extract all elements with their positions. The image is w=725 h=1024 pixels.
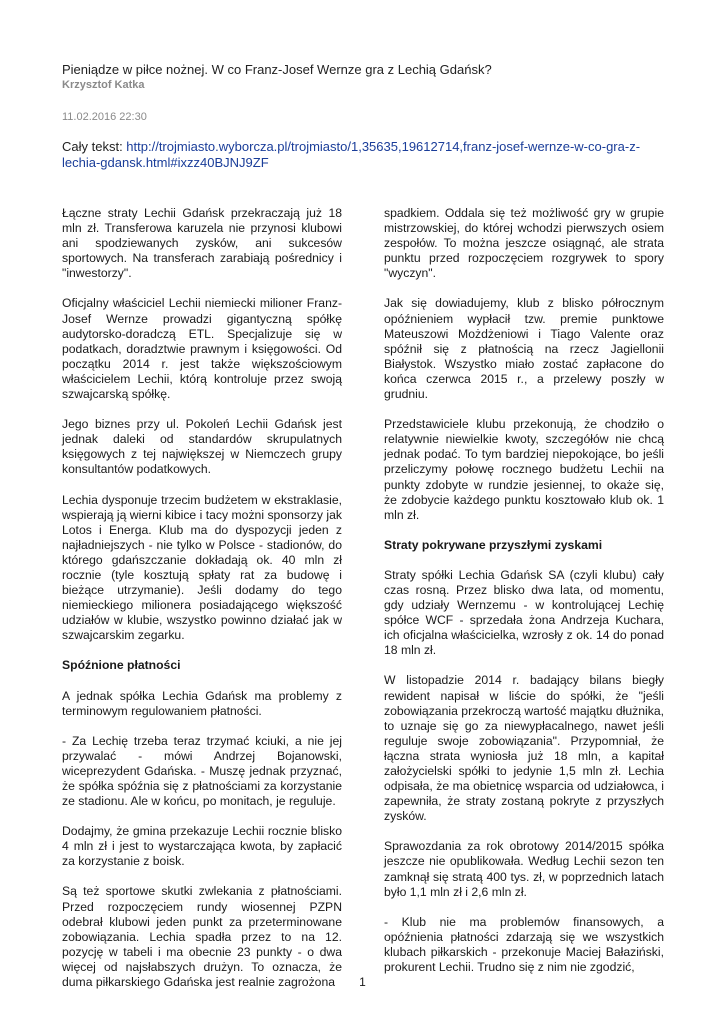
page-number: 1 [359,975,366,989]
fulltext-source [62,139,662,171]
paragraph: Przedstawiciele klubu przekonują, że chodziło o relatywnie niewielkie kwoty, szczegółów nie chcą jednak podać. To tym bardziej niepokojące, bo jeśli przeliczymy połowę rocznego budżetu Lechii na punkty zdobyte w rundzie jesiennej, to okaże się, że zdobycie każdego punktu kosztowało klub ok. 1 mln zł. [384,417,664,522]
paragraph: Lechia dysponuje trzecim budżetem w ekstraklasie, wspierają ją wierni kibice i tacy możni sponsorzy jak Lotos i Energa. Klub ma do dyspozycji jeden z najładniejszych - nie tylko w Polsce - stadionów, do którego gdańszczanie dokładają ok. 40 mln zł rocznie (tyle kosztują spłaty rat za budowę i bieżące utrzymanie). Jeśli dodamy do tego niemieckiego milionera posiadającego większość udziałów w klubie, wszystko powinno działać jak w szwajcarskim zegarku. [62,492,342,643]
paragraph: W listopadzie 2014 r. badający bilans biegły rewident napisał w liście do spółki, że "jeśli zobowiązania przekroczą wartość majątku dłużnika, to uznaje się go za niewypłacalnego, nawet jeśli reguluje swoje zobowiązania". Przypomniał, że łączna strata wyniosła już 18 mln, a kapitał założycielski spółki to jedynie 1,5 mln zł. Lechia odpisała, że ma obietnicę wsparcia od udziałowca, i zapewniła, że straty zostaną pokryte z przyszłych zysków. [384,673,664,824]
paragraph: Są też sportowe skutki zwlekania z płatnościami. Przed rozpoczęciem rundy wiosennej PZPN odebrał klubowi jeden punkt za przeterminowane zobowiązania. Lechia spadła przez to na 12. pozycję w tabeli i ma obecnie 23 punkty - o dwa więcej od najsłabszych drużyn. To oznacza, że duma piłkarskiego Gdańska jest realnie zagrożona [62,884,342,990]
fulltext-link[interactable] [62,139,640,170]
paragraph: Łączne straty Lechii Gdańsk przekraczają już 18 mln zł. Transferowa karuzela nie przynosi klubowi ani spodziewanych zysków, ani sukcesów sportowych. Na transferach zarabiają pośrednicy i "inwestorzy". [62,206,342,281]
paragraph: - Za Lechię trzeba teraz trzymać kciuki, a nie jej przywalać - mówi Andrzej Bojanowski, wiceprezydent Gdańska. - Muszę jednak przyznać, że spółka spóźnia się z płatnościami za korzystanie ze stadionu. Ale w końcu, po monitach, je reguluje. [62,733,342,809]
article-title: Pieniądze w piłce nożnej. W co Franz-Josef Wernze gra z Lechią Gdańsk? [62,62,492,77]
paragraph: Sprawozdania za rok obrotowy 2014/2015 spółka jeszcze nie opublikowała. Według Lechii sezon ten zamknął się stratą 400 tys. zł, w poprzednich latach było 1,1 mln zł i 2,6 mln zł. [384,839,664,899]
paragraph: Jak się dowiadujemy, klub z blisko półrocznym opóźnieniem wypłacił tzw. premie punktowe Mateuszowi Możdżeniowi i Tiago Valente oraz spóźnił się z płatnością na rzecz Jagiellonii Białystok. Wszystko miało zostać zapłacone do końca czerwca 2015 r., a przelewy poszły w grudniu. [384,296,664,402]
paragraph: Straty spółki Lechia Gdańsk SA (czyli klubu) cały czas rosną. Przez blisko dwa lata, od momentu, gdy udziały Wernzemu - w kontrolującej Lechię spółce WCF - sprzedała żona Andrzeja Kuchara, ich oficjalna właścicielka, wzrosły z ok. 14 do ponad 18 mln zł. [384,567,664,658]
paragraph: spadkiem. Oddala się też możliwość gry w grupie mistrzowskiej, do której wchodzi pierwszych osiem zespołów. To można jeszcze osiągnąć, ale strata punktu przed rozpoczęciem rozgrywek to spory "wyczyn". [384,206,664,281]
article-date: 11.02.2016 22:30 [62,111,147,123]
fulltext-link-line1[interactable]: http://trojmiasto.wyborcza.pl/trojmiasto/1,35635,19612714,franz-josef-wernze-w-co-gra-z- [126,139,641,154]
left-column [62,206,342,1005]
article-author: Krzysztof Katka [62,79,145,91]
right-column [384,206,664,990]
paragraph: Dodajmy, że gmina przekazuje Lechii rocznie blisko 4 mln zł i jest to wystarczająca kwota, by zapłacić za korzystanie z boisk. [62,824,342,869]
section-heading: Straty pokrywane przyszłymi zyskami [384,537,603,552]
section-heading: Spóźnione płatności [62,658,181,673]
paragraph: A jednak spółka Lechia Gdańsk ma problemy z terminowym regulowaniem płatności. [62,688,342,718]
paragraph: - Klub nie ma problemów finansowych, a opóźnienia płatności zdarzają się we wszystkich klubach piłkarskich - przekonuje Maciej Bałaziński, prokurent Lechii. Trudno się z nim nie zgodzić, [384,914,664,975]
fulltext-label: Cały tekst: [62,139,127,154]
fulltext-link-line2[interactable]: lechia-gdansk.html#ixzz40BJNJ9ZF [62,155,269,170]
paragraph: Jego biznes przy ul. Pokoleń Lechii Gdańsk jest jednak daleki od standardów skrupulatnych księgowych z tej największej w Niemczech grupy konsultantów podatkowych. [62,417,342,477]
paragraph: Oficjalny właściciel Lechii niemiecki milioner Franz-Josef Wernze prowadzi gigantyczną spółkę audytorsko-doradczą ETL. Specjalizuje się w podatkach, doradztwie prawnym i księgowości. Od początku 2014 r. jest także większościowym właścicielem Lechii, którą kontroluje przez swoją szwajcarską spółkę. [62,296,342,402]
